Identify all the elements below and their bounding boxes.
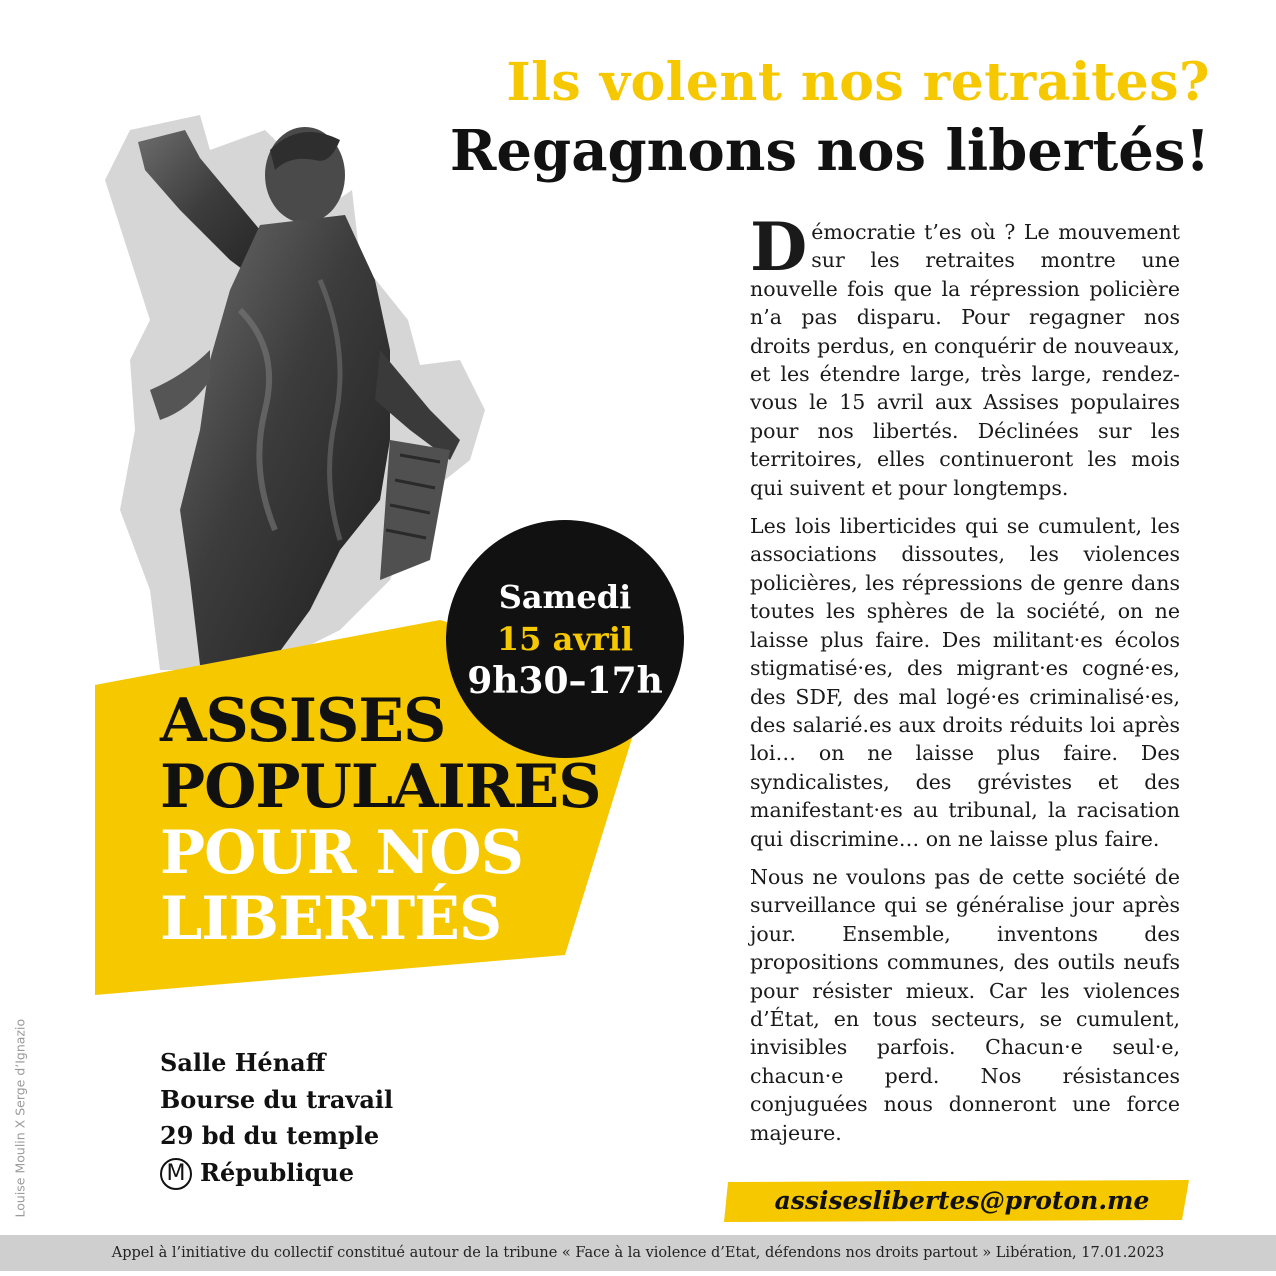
article-paragraph-3: Nous ne voulons pas de cette société de surveillance qui se généralise jour après jour. Ensemble, inventons des propositions communes, des outils neufs pour résister mieux. Car les violences d’État, en tous secteurs, se cumulent, invisibles parfois. Chacun·e seul·e, chacun·e perd. Nos résistances conjuguées nous donneront une force majeure. xyxy=(750,864,1180,1145)
metro-icon: M xyxy=(160,1158,192,1190)
event-title-line3: POUR NOS xyxy=(160,818,523,888)
venue-address: 29 bd du temple xyxy=(160,1121,380,1150)
photo-credit: Louise Moulin X Serge d’Ignazio xyxy=(12,1018,28,1218)
article-paragraph-1 xyxy=(750,208,1180,502)
venue-metro xyxy=(160,1155,393,1192)
article-paragraph-2: Les lois liberticides qui se cumulent, les associations dissoutes, les violences policières, les répressions de genre dans toutes les sphères de la société, on ne laisse plus faire. Des militant·es écolos stigmatisé·es, des migrant·es cogné·es, des SDF, des mal logé·es criminalisé·es, des salarié.es aux droits réduits loi après loi… on ne laisse plus faire. Des syndicalistes, des grévistes et des manifestant·es au tribunal, la racisation qui discrimine… on ne laisse plus faire. xyxy=(750,514,1180,851)
article-paragraph-1-text: émocratie t’es où ? Le mouvement sur les retraites montre une nouvelle fois que la répression policière n’a pas disparu. Pour regagner nos droits perdus, en conquérir de nouveaux, et les étendre large, très large, rendez-vous le 15 avril aux Assises populaires pour nos libertés. Déclinées sur les territoires, elles continueront les mois qui suivent et pour longtemps. xyxy=(750,220,1180,500)
event-title xyxy=(160,688,601,952)
venue-block xyxy=(160,1045,393,1191)
headline-line1: Ils volent nos retraites? xyxy=(506,52,1210,113)
event-title-line1: ASSISES xyxy=(160,686,446,756)
venue-hall: Salle Hénaff xyxy=(160,1048,326,1077)
date-date: 15 avril xyxy=(496,620,634,658)
metro-station: République xyxy=(200,1157,354,1187)
footer-text: Appel à l’initiative du collectif constitué autour de la tribune « Face à la violence d’Etat, défendons nos droits partout » Libération, 17.01.2023 xyxy=(111,1245,1165,1261)
contact-email[interactable]: assiseslibertes@proton.me xyxy=(774,1186,1150,1215)
event-title-line4: LIBERTÉS xyxy=(160,884,502,954)
venue-building: Bourse du travail xyxy=(160,1084,394,1114)
date-time: 9h30–17h xyxy=(467,660,663,702)
event-title-line2: POPULAIRES xyxy=(160,752,601,822)
date-day: Samedi xyxy=(498,578,632,616)
dropcap: D xyxy=(750,208,808,286)
headline-line2: Regagnons nos libertés! xyxy=(449,118,1210,184)
statue-image xyxy=(90,110,490,670)
article-body xyxy=(750,208,1180,1157)
